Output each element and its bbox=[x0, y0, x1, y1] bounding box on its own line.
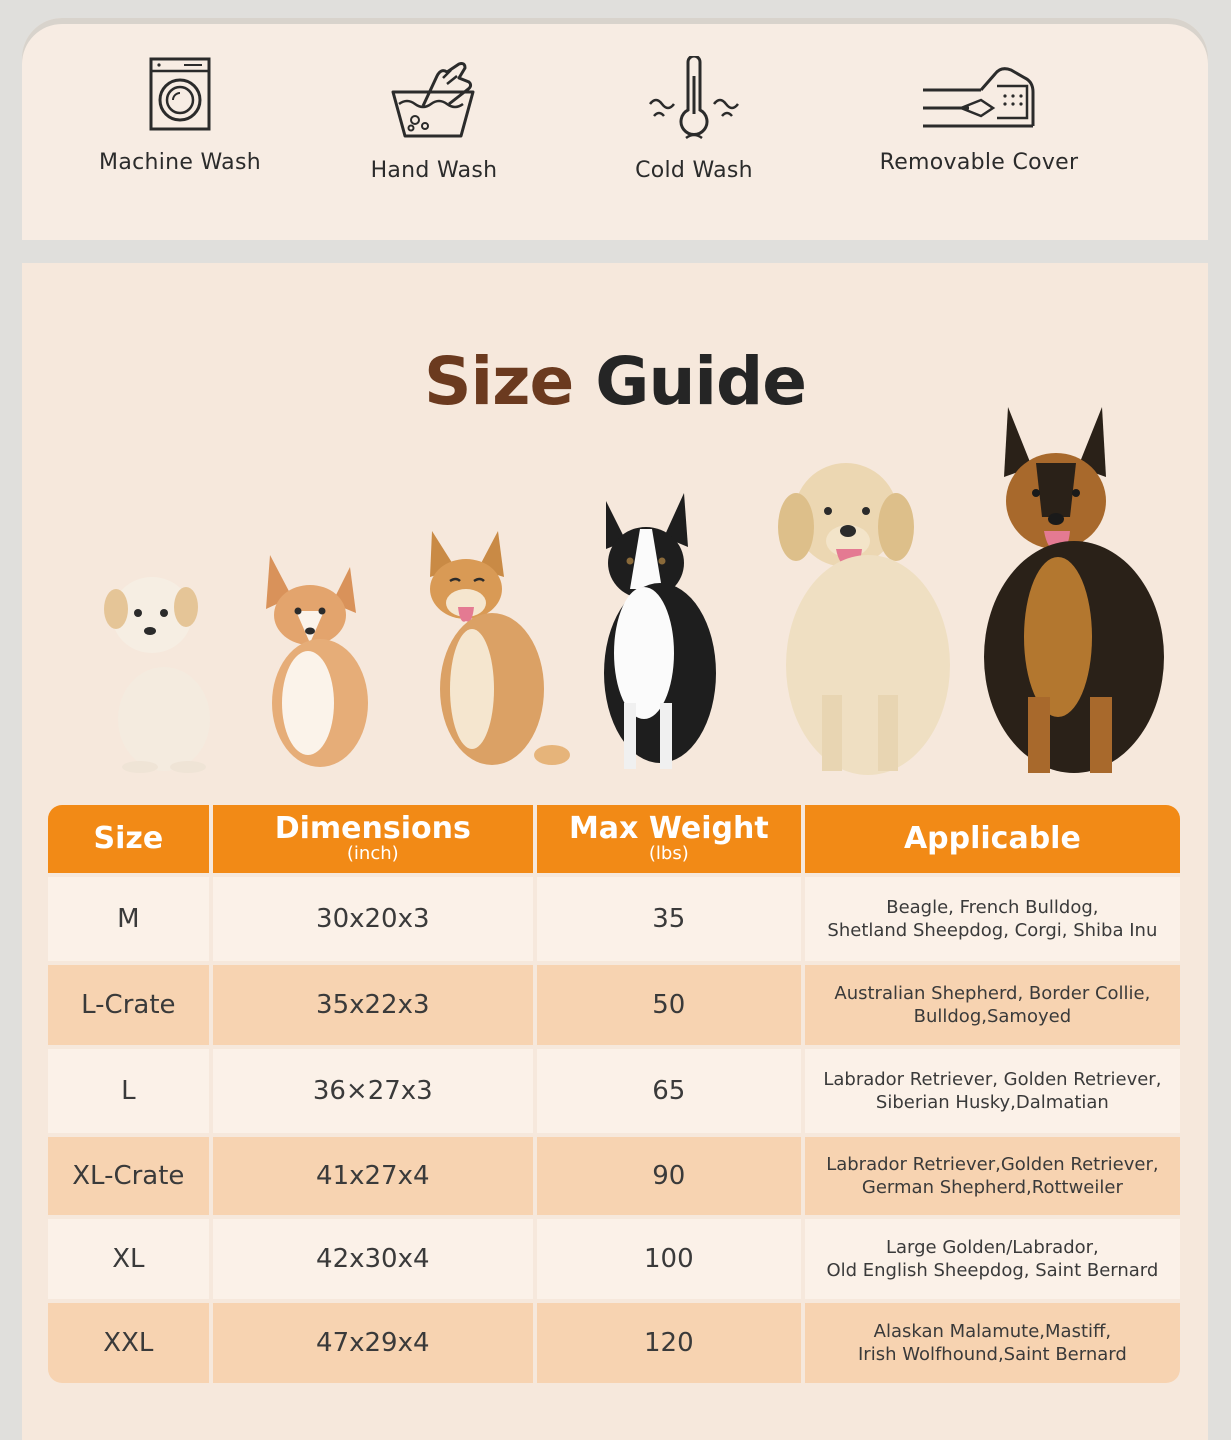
cell-size: XL-Crate bbox=[48, 1137, 209, 1215]
cell-size: L bbox=[48, 1049, 209, 1133]
care-item-removable-cover bbox=[874, 56, 1084, 175]
table-row bbox=[48, 1303, 1180, 1383]
header-max-weight-unit: (lbs) bbox=[648, 843, 689, 864]
header-max-weight: Max Weight (lbs) bbox=[537, 805, 801, 873]
table-row bbox=[48, 1137, 1180, 1215]
care-label: Hand Wash bbox=[370, 158, 498, 183]
size-guide-panel bbox=[22, 263, 1208, 1440]
cell-weight: 120 bbox=[537, 1303, 801, 1383]
table-row bbox=[48, 1049, 1180, 1133]
golden-retriever-image bbox=[778, 455, 962, 777]
cell-applicable: Beagle, French Bulldog, Shetland Sheepdog, Corgi, Shiba Inu bbox=[805, 877, 1180, 961]
table-row bbox=[48, 877, 1180, 961]
cell-size: M bbox=[48, 877, 209, 961]
cell-applicable: Large Golden/Labrador, Old English Sheepdog, Saint Bernard bbox=[805, 1219, 1180, 1299]
cell-weight: 35 bbox=[537, 877, 801, 961]
cell-size: XL bbox=[48, 1219, 209, 1299]
care-item-cold-wash bbox=[604, 56, 784, 183]
cell-weight: 100 bbox=[537, 1219, 801, 1299]
washing-machine-icon bbox=[148, 56, 212, 132]
cell-applicable: Alaskan Malamute,Mastiff, Irish Wolfhound,Saint Bernard bbox=[805, 1303, 1180, 1383]
title-part-1: Size bbox=[423, 343, 574, 420]
care-item-machine-wash bbox=[90, 56, 270, 175]
cell-applicable: Labrador Retriever, Golden Retriever, Siberian Husky,Dalmatian bbox=[805, 1049, 1180, 1133]
title-part-2: Guide bbox=[595, 343, 807, 420]
cell-applicable: Australian Shepherd, Border Collie, Bulldog,Samoyed bbox=[805, 965, 1180, 1045]
cell-dimensions: 47x29x4 bbox=[213, 1303, 533, 1383]
care-label: Machine Wash bbox=[99, 150, 261, 175]
care-label: Cold Wash bbox=[635, 158, 753, 183]
cell-weight: 65 bbox=[537, 1049, 801, 1133]
cell-dimensions: 42x30x4 bbox=[213, 1219, 533, 1299]
corgi-image bbox=[256, 553, 386, 773]
cell-weight: 50 bbox=[537, 965, 801, 1045]
care-label: Removable Cover bbox=[879, 150, 1079, 175]
border-collie-image bbox=[600, 493, 750, 783]
header-dimensions: Dimensions (inch) bbox=[213, 805, 533, 873]
cell-dimensions: 41x27x4 bbox=[213, 1137, 533, 1215]
care-instructions-panel bbox=[22, 18, 1208, 240]
cell-dimensions: 35x22x3 bbox=[213, 965, 533, 1045]
puppy-image bbox=[92, 569, 242, 775]
header-dimensions-unit: (inch) bbox=[346, 843, 399, 864]
removable-cover-icon bbox=[921, 56, 1037, 132]
cold-wash-icon bbox=[644, 56, 744, 140]
hand-wash-icon bbox=[389, 56, 479, 140]
table-row bbox=[48, 1219, 1180, 1299]
care-item-hand-wash bbox=[344, 56, 524, 183]
size-table bbox=[44, 801, 1184, 1387]
header-size: Size bbox=[48, 805, 209, 873]
header-applicable: Applicable bbox=[805, 805, 1180, 873]
shiba-inu-image bbox=[422, 529, 572, 773]
cell-weight: 90 bbox=[537, 1137, 801, 1215]
cell-applicable: Labrador Retriever,Golden Retriever, German Shepherd,Rottweiler bbox=[805, 1137, 1180, 1215]
table-header-row bbox=[48, 805, 1180, 873]
cell-dimensions: 36×27x3 bbox=[213, 1049, 533, 1133]
cell-size: XXL bbox=[48, 1303, 209, 1383]
cell-dimensions: 30x20x3 bbox=[213, 877, 533, 961]
german-shepherd-image bbox=[978, 407, 1168, 777]
table-row bbox=[48, 965, 1180, 1045]
cell-size: L-Crate bbox=[48, 965, 209, 1045]
